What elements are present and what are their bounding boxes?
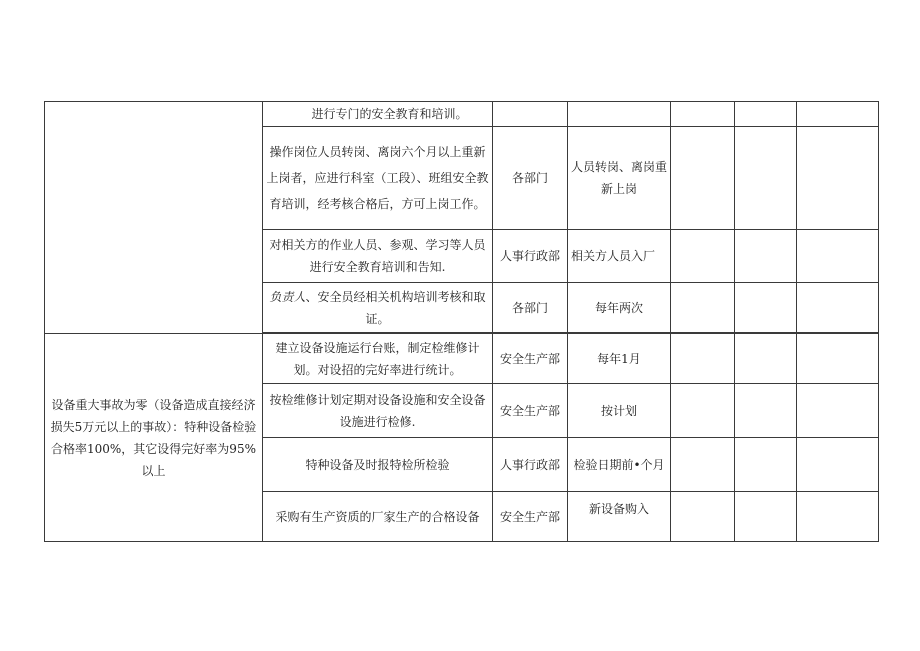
empty-cell — [735, 230, 797, 283]
safety-plan-table — [44, 101, 879, 542]
empty-cell — [797, 230, 879, 283]
target-cell-training — [45, 102, 263, 334]
measure-cell: 采购有生产资质的厂家生产的合格设备 — [263, 492, 493, 542]
target-cell-equipment: 设备重大事故为零（设备造成直接经济损失5万元以上的事故）：特种设备检验合格率100%，其它设得完好率为95%以上 — [45, 334, 263, 542]
measure-cell: 对相关方的作业人员、参观、学习等人员进行安全教育培训和告知. — [263, 230, 493, 283]
measure-cell: 操作岗位人员转岗、离岗六个月以上重新上岗者，应进行科室（工段）、班组安全教育培训，经考核合格后，方可上岗工作。 — [263, 127, 493, 230]
empty-cell — [797, 438, 879, 492]
timing-cell: 每年两次 — [568, 283, 671, 333]
empty-cell — [735, 283, 797, 333]
measure-cell — [263, 283, 493, 333]
timing-cell: 人员转岗、离岗重新上岗 — [568, 127, 671, 230]
empty-cell — [797, 334, 879, 384]
timing-cell — [568, 102, 671, 127]
timing-cell: 检验日期前•个月 — [568, 438, 671, 492]
timing-cell: 相关方人员入厂 — [568, 230, 671, 283]
department-cell: 安全生产部 — [493, 334, 568, 384]
department-cell: 各部门 — [493, 127, 568, 230]
measure-text: 、安全员经相关机构培训考核和取证。 — [305, 289, 486, 326]
timing-cell: 每年1月 — [568, 334, 671, 384]
empty-cell — [735, 102, 797, 127]
department-cell: 安全生产部 — [493, 384, 568, 438]
measure-cell: 进行专门的安全教育和培训。 — [263, 102, 493, 127]
empty-cell — [735, 384, 797, 438]
department-cell — [493, 102, 568, 127]
empty-cell — [797, 102, 879, 127]
empty-cell — [671, 334, 735, 384]
timing-cell: 新设备购入 — [568, 492, 671, 542]
empty-cell — [797, 127, 879, 230]
empty-cell — [671, 283, 735, 333]
department-cell: 安全生产部 — [493, 492, 568, 542]
empty-cell — [671, 102, 735, 127]
empty-cell — [797, 283, 879, 333]
empty-cell — [671, 127, 735, 230]
measure-italic-text: 负责人 — [269, 289, 306, 304]
empty-cell — [671, 492, 735, 542]
empty-cell — [735, 334, 797, 384]
department-cell: 人事行政部 — [493, 438, 568, 492]
department-cell: 人事行政部 — [493, 230, 568, 283]
empty-cell — [735, 492, 797, 542]
table-row — [45, 334, 879, 384]
timing-cell: 按计划 — [568, 384, 671, 438]
measure-cell: 建立设备设施运行台账，制定检维修计划。对设招的完好率进行统计。 — [263, 334, 493, 384]
table-row — [45, 102, 879, 127]
empty-cell — [671, 230, 735, 283]
empty-cell — [671, 384, 735, 438]
empty-cell — [735, 127, 797, 230]
empty-cell — [797, 384, 879, 438]
empty-cell — [671, 438, 735, 492]
department-cell: 各部门 — [493, 283, 568, 333]
empty-cell — [735, 438, 797, 492]
empty-cell — [797, 492, 879, 542]
measure-cell: 按检维修计划定期对设备设施和安全设备设施进行检修. — [263, 384, 493, 438]
measure-cell: 特种设备及时报特检所检验 — [263, 438, 493, 492]
